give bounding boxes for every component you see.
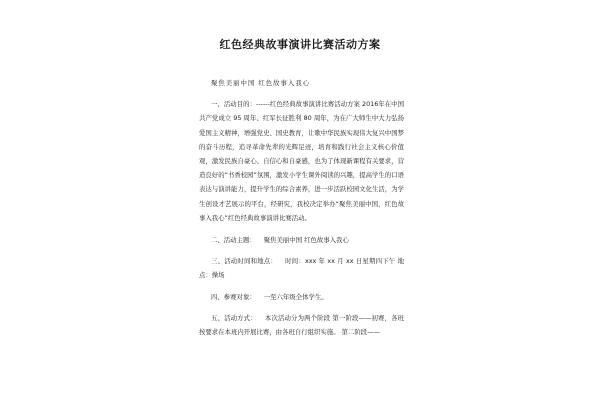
method-label: 五、活动方式： (211, 313, 257, 322)
participants-text: 一至六年级全体学生。 (263, 292, 328, 301)
document-title: 红色经典故事演讲比赛活动方案 (219, 38, 381, 51)
section-method (199, 311, 404, 339)
theme-label: 二、活动主题： (211, 236, 256, 245)
section-theme (199, 233, 404, 247)
theme-text: 聚焦美丽中国 红色故事入我心 (263, 236, 349, 245)
time-place-text: 时间：xxx 年 xx 月 xx 日星期四下午 地点：操场 (199, 257, 405, 280)
purpose-text: ------红色经典故事演讲比赛活动方案 2016年在中国共产党成立 95 周年、红军长征胜利 80 周年，为在广大师生中大力弘扬爱国主义精神，增强党史、国史教育，让歌中华民族实现伟大复兴中国梦的奋斗历程，追寻革命先辈的光辉足迹，培育和践行社会主义核心价值观，激发民族自豪心、自信心和自豪感，也为了体现新课程有关要求，营造良好的“书香校园”氛围，激发小学生课外阅读的兴趣，提高学生的口语表达与演讲能力，提升学生的综合素养，进一步活跃校园文化生活，为学生创设才艺展示的平台，经研究，我校决定举办“聚焦美丽中国，红色故事入我心”红色经典故事演讲比赛活动。 (199, 100, 405, 222)
method-text: 本次活动分为两个阶段 第一阶段——初赛，各班按要求在本班内开展比赛，由各班自行组织实施。 第二阶段—— (199, 313, 405, 337)
document-body (199, 76, 404, 339)
section-time-place (199, 254, 404, 282)
section-purpose (199, 97, 404, 225)
purpose-label: 一、活动目的： (211, 100, 257, 109)
section-participants (199, 290, 404, 304)
time-place-label: 三、活动时间和地点： (211, 257, 277, 266)
document-subtitle (199, 76, 404, 90)
subtitle-text: 聚焦美丽中国 红色故事入我心 (211, 79, 311, 87)
participants-label: 四、参赛对象： (211, 292, 256, 301)
